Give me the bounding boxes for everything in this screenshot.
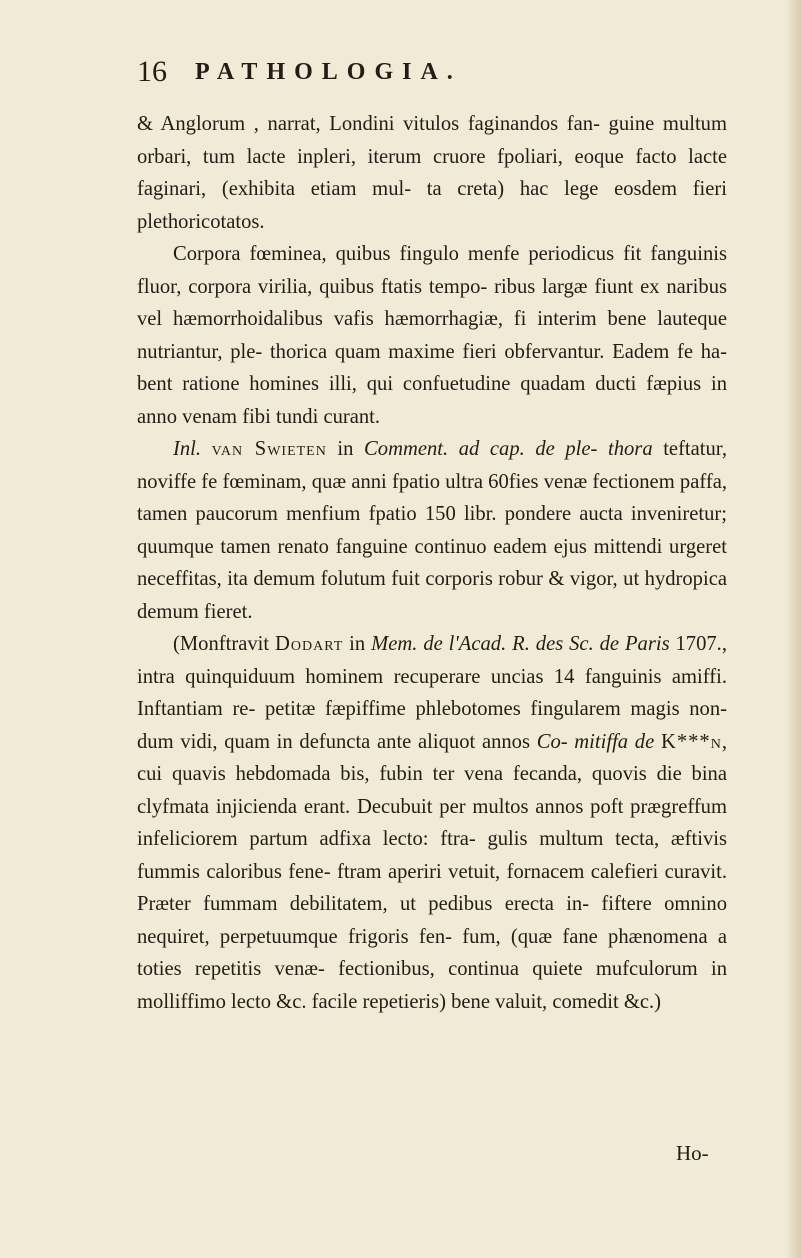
catchword: Ho- (676, 1141, 709, 1165)
paragraph-4-text-d: , cui quavis hebdomada bis, fubin ter vena fecanda, quovis die bina clyfmata injicienda erant. Decubuit per multos annos poft prægreffum infeliciorem partum adfixa lecto: ftra- gulis multum tecta, æftivis fummis caloribus fene- ftram aperiri vetuit, fornacem calefieri curavit. Præter fummam debilitatem, ut pedibus erecta in- fiftere omnino nequiret, perpetuumque frigoris fen- fum, (quæ fane phænomena a toties repetitis venæ- fectionibus, continua quiete mufculorum in molliffimo lecto &c. facile repetieris) bene valuit, comedit &c.) (137, 730, 727, 1013)
body-text (137, 108, 727, 1018)
author-name-van-swieten: van Swieten (211, 438, 327, 460)
paragraph-3 (137, 433, 727, 628)
running-head: PATHOLOGIA. (195, 59, 462, 85)
paragraph-1-text: & Anglorum , narrat, Londini vitulos faginandos fan- guine multum orbari, tum lacte inpleri, iterum cruore fpoliari, eoque facto lacte faginari, (exhibita etiam mul- ta creta) hac lege eosdem fieri plethoricotatos. (137, 113, 727, 233)
author-name-dodart: Dodart (275, 633, 344, 655)
page-header (137, 52, 727, 96)
work-title-comment: Comment. ad cap. de ple- thora (364, 438, 653, 460)
paragraph-3-text-a: in (326, 438, 365, 460)
name-k-n: K***n (660, 730, 722, 753)
title-comitissa: Co- mitiffa de (536, 730, 655, 753)
page-number: 16 (137, 55, 167, 88)
work-title-mem-acad: Mem. de l'Acad. R. des Sc. de Paris (371, 633, 670, 655)
paragraph-3-lead: Inl. (173, 438, 212, 460)
paragraph-4-text-c: 1707., intra quinquiduum hominem recuperare uncias 14 fanguinis amiffi. Inftantiam re- petitæ fæpiffime phlebotomes fingularem magis non- dum vidi, quam in defuncta ante aliquot annos (137, 633, 727, 753)
paragraph-4 (137, 628, 727, 1018)
paragraph-1 (137, 108, 727, 238)
paragraph-3-text-b: teftatur, noviffe fe fœminam, quæ anni fpatio ultra 60fies venæ fectionem paffa, tamen paucorum menfium fpatio 150 libr. pondere aucta inveniretur; quumque tamen renato fanguine continuo eadem ejus mittendi urgeret neceffitas, ita demum folutum fuit corporis robur & vigor, ut hydropica demum fieret. (137, 438, 727, 623)
page-edge (787, 0, 801, 1258)
paragraph-2-text: Corpora fœminea, quibus fingulo menfe periodicus fit fanguinis fluor, corpora virilia, quibus ftatis tempo- ribus largæ fiunt ex naribus vel hæmorrhoidalibus vafis hæmorrhagiæ, fi interim bene lauteque nutriantur, ple- thorica quam maxime fieri obfervantur. Eadem fe ha- bent ratione homines illi, qui confuetudine quadam ducti fæpius in anno venam fibi tundi curant. (137, 243, 727, 428)
paragraph-4-text-b: in (343, 633, 372, 655)
paragraph-4-text-a: (Monftravit (173, 633, 275, 655)
paragraph-2 (137, 238, 727, 433)
